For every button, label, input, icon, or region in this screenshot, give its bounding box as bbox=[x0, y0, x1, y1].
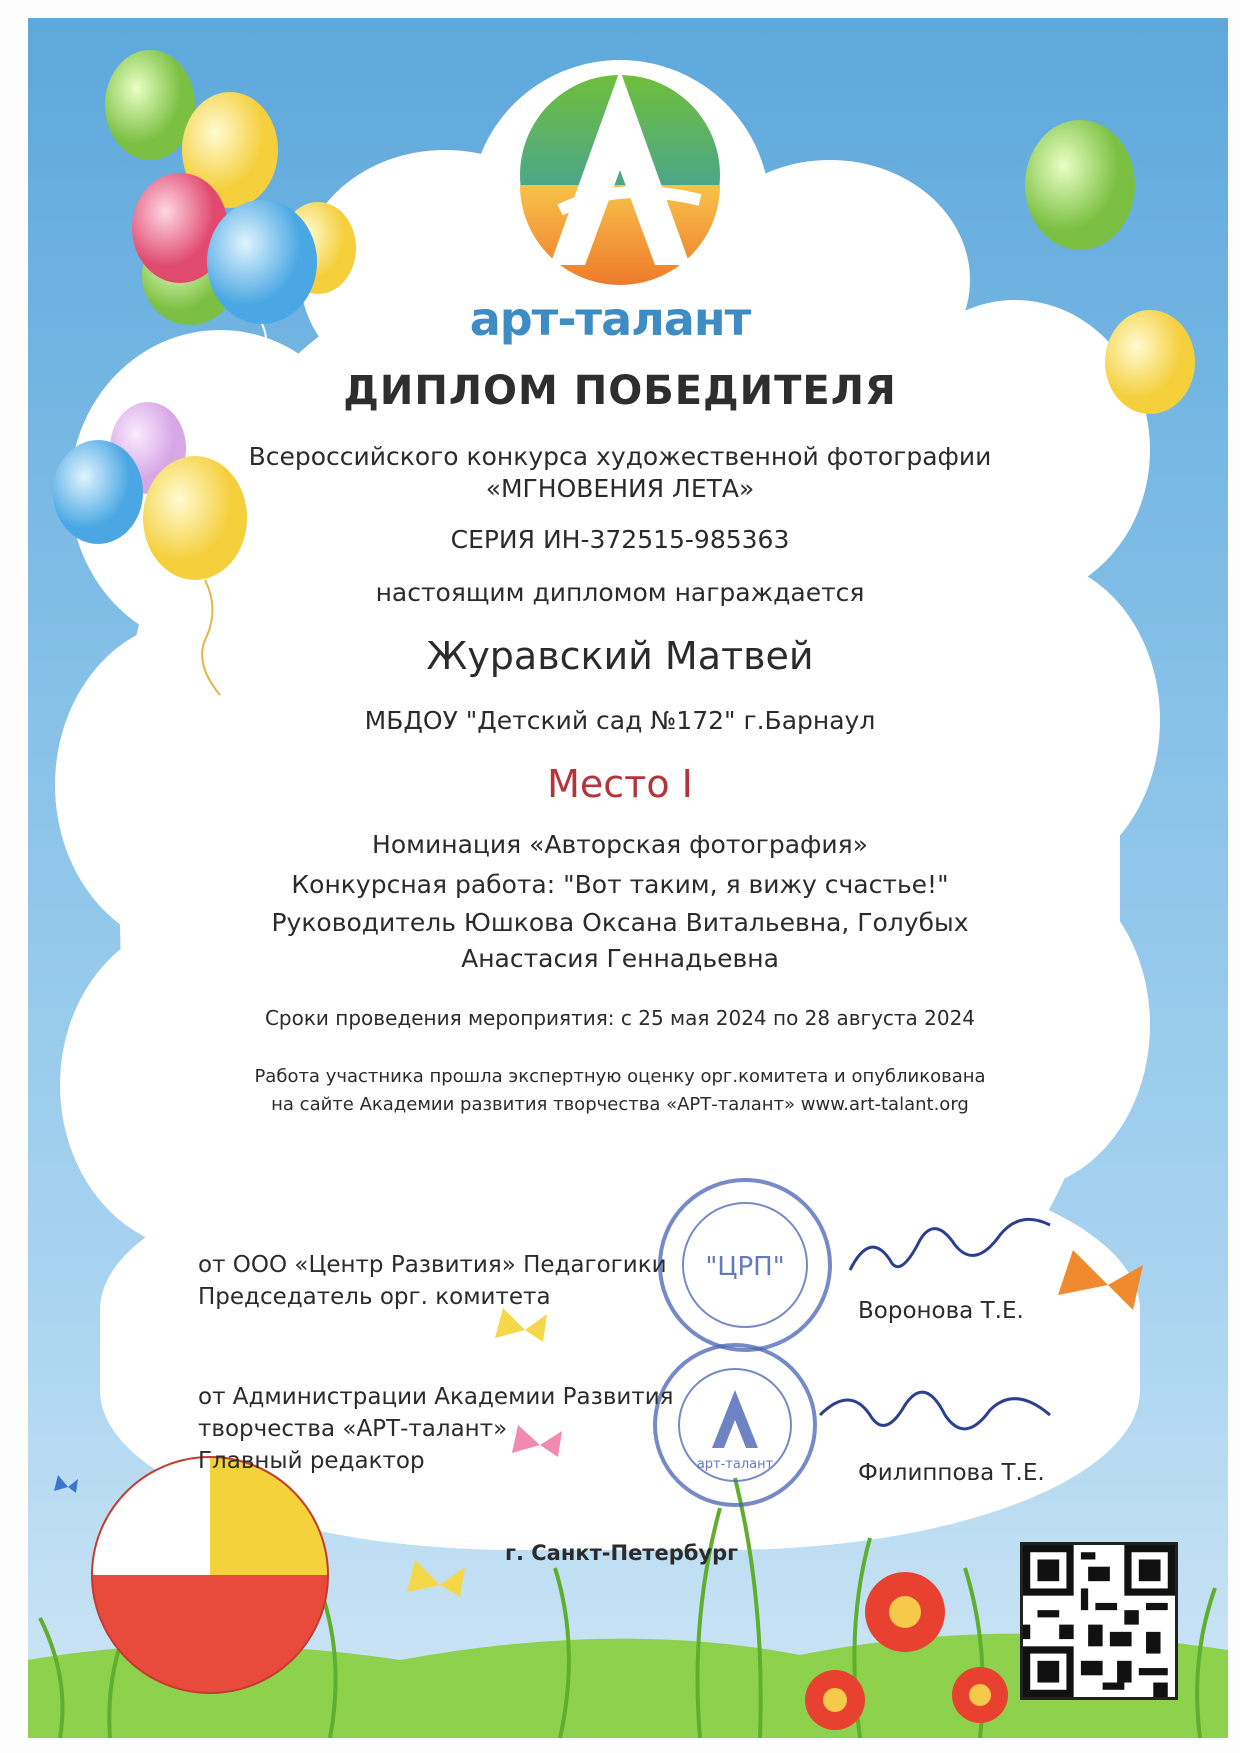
stamp-art-talant bbox=[650, 1340, 820, 1510]
stamp-crp bbox=[655, 1175, 835, 1355]
signature-filippova bbox=[810, 1375, 1070, 1465]
contest-name-line2: «МГНОВЕНИЯ ЛЕТА» bbox=[485, 474, 755, 503]
event-dates: Сроки проведения мероприятия: с 25 мая 2024 по 28 августа 2024 bbox=[264, 1006, 976, 1030]
supervisor-line1: Руководитель Юшкова Оксана Витальевна, Голубых bbox=[271, 908, 969, 937]
review-note-line1: Работа участника прошла экспертную оценку орг.комитета и опубликована bbox=[254, 1066, 986, 1087]
signatory1-name: Воронова Т.Е. bbox=[858, 1298, 1024, 1324]
city: г. Санкт-Петербург bbox=[505, 1541, 739, 1565]
contest-work: Конкурсная работа: "Вот таким, я вижу счастье!" bbox=[291, 870, 949, 899]
stamp-brand-text: арт-талант bbox=[696, 1457, 774, 1472]
signatory2-org-line1: от Администрации Академии Развития bbox=[198, 1384, 674, 1410]
place-award: Место I bbox=[547, 762, 693, 806]
recipient-name: Журавский Матвей bbox=[426, 634, 814, 678]
logo-wordmark: арт-талант bbox=[469, 292, 751, 346]
diploma-title: ДИПЛОМ ПОБЕДИТЕЛЯ bbox=[343, 368, 897, 414]
signatory1-org-line1: от ООО «Центр Развития» Педагогики bbox=[198, 1252, 667, 1278]
beach-ball bbox=[92, 1457, 328, 1693]
qr-code-pattern bbox=[1023, 1545, 1175, 1697]
organization: МБДОУ "Детский сад №172" г.Барнаул bbox=[364, 706, 876, 735]
signatory2-title: Главный редактор bbox=[198, 1448, 425, 1474]
review-note-line2: на сайте Академии развития творчества «АРТ-талант» www.art-talant.org bbox=[271, 1094, 969, 1115]
signatory1-title: Председатель орг. комитета bbox=[198, 1284, 551, 1310]
qr-code bbox=[1020, 1542, 1178, 1700]
nomination: Номинация «Авторская фотография» bbox=[372, 830, 868, 859]
signature-voronova bbox=[840, 1210, 1060, 1300]
contest-name-line1: Всероссийского конкурса художественной фотографии bbox=[248, 442, 992, 471]
stamp-crp-text: "ЦРП" bbox=[705, 1252, 785, 1282]
signatory2-org-line2: творчества «АРТ-талант» bbox=[198, 1416, 508, 1442]
awarded-text: настоящим дипломом награждается bbox=[375, 578, 865, 607]
supervisor-line2: Анастасия Геннадьевна bbox=[461, 944, 779, 973]
signatory2-name: Филиппова Т.Е. bbox=[858, 1460, 1045, 1486]
series-number: СЕРИЯ ИН-372515-985363 bbox=[450, 525, 790, 554]
